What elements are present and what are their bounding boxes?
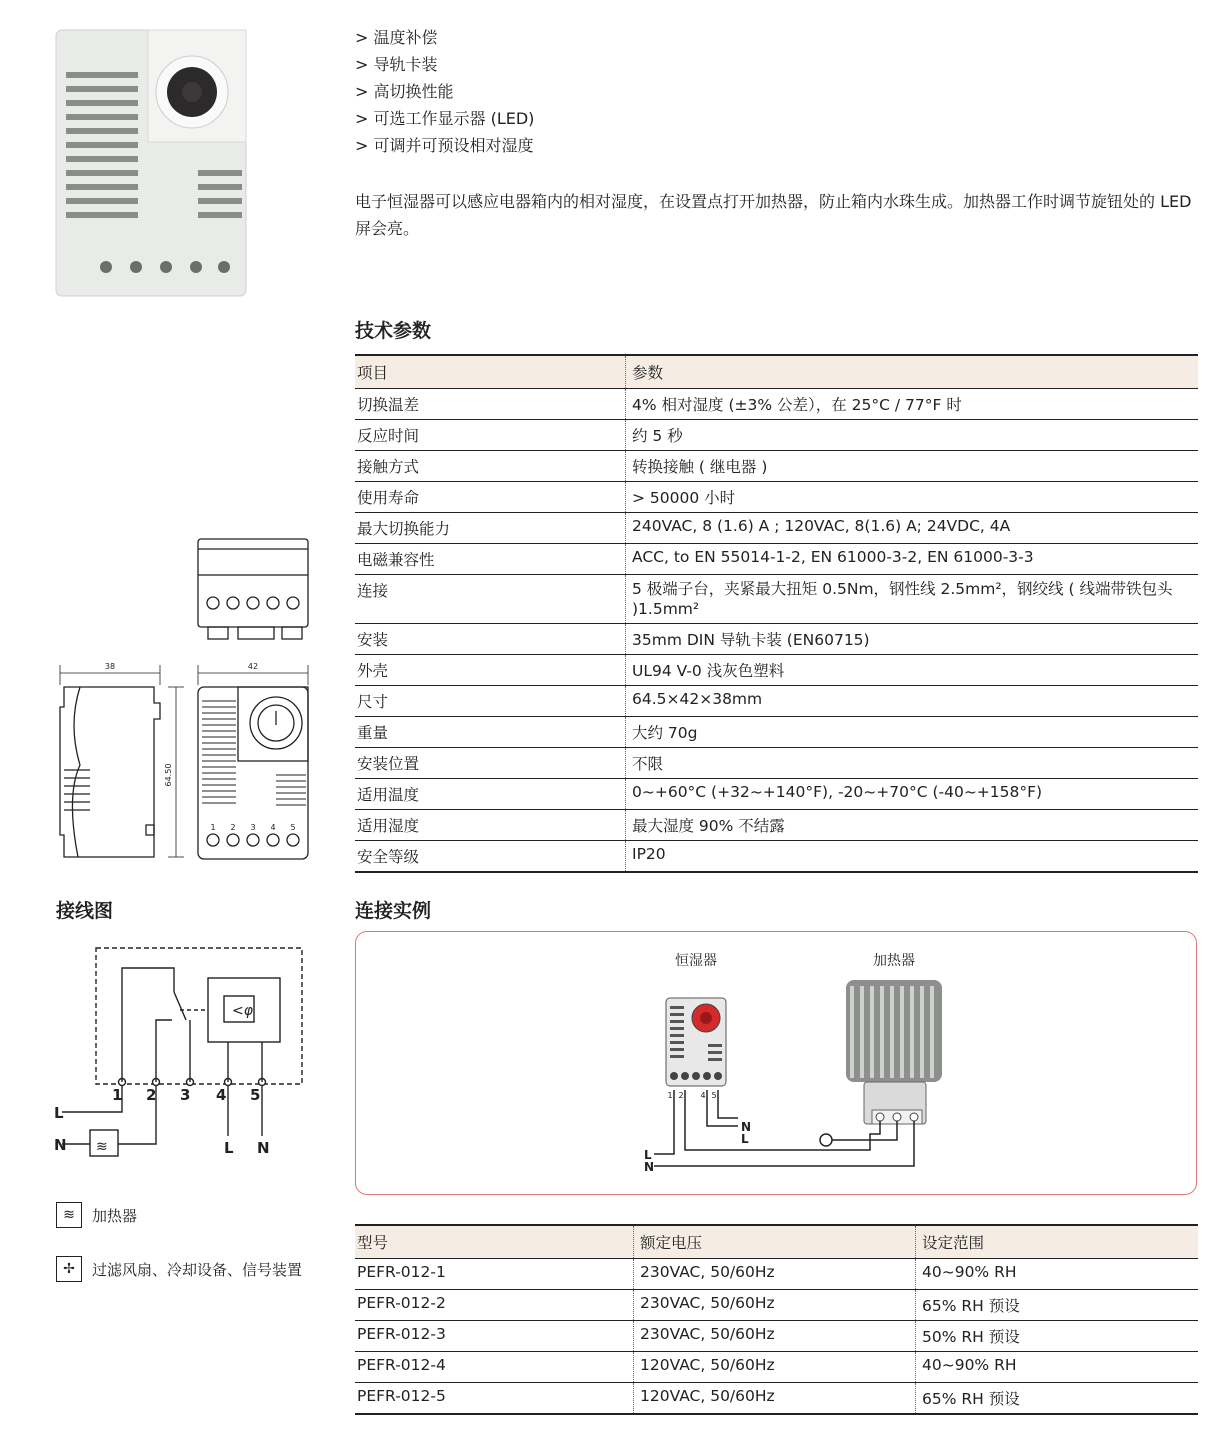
range-cell: 40~90% RH: [916, 1352, 1199, 1383]
range-cell: 65% RH 预设: [916, 1383, 1199, 1415]
terminal-number: 1: [667, 1091, 673, 1100]
feature-item: > 可选工作显示器 (LED): [355, 105, 534, 132]
spec-name: 重量: [355, 717, 626, 748]
column-header: 额定电压: [634, 1225, 916, 1259]
model-cell: PEFR-012-2: [355, 1290, 634, 1321]
spec-table-header: [355, 355, 1198, 389]
wire-label-N: N: [54, 1136, 67, 1154]
table-row: [355, 748, 1198, 779]
voltage-cell: 230VAC, 50/60Hz: [634, 1259, 916, 1290]
example-label-N: N: [741, 1120, 752, 1134]
terminal-number: 1: [112, 1086, 123, 1104]
terminal-number: 2: [146, 1086, 157, 1104]
legend-heater: [56, 1202, 137, 1228]
output-label-N: N: [257, 1139, 270, 1157]
model-cell: PEFR-012-1: [355, 1259, 634, 1290]
table-row: [355, 482, 1198, 513]
example-label-L: L: [741, 1132, 749, 1146]
table-row: [355, 575, 1198, 624]
hygrostat-label: 恒湿器: [675, 953, 717, 969]
terminal-number: 3: [250, 823, 256, 832]
spec-value: 约 5 秒: [626, 420, 1199, 451]
fan-icon: ✢: [56, 1256, 82, 1282]
table-row: [355, 810, 1198, 841]
spec-value: 4% 相对湿度 (±3% 公差），在 25°C / 77°F 时: [626, 389, 1199, 420]
spec-name: 适用温度: [355, 779, 626, 810]
column-header: 型号: [355, 1225, 634, 1259]
spec-value: 240VAC, 8 (1.6) A ; 120VAC, 8(1.6) A; 24VDC, 4A: [626, 513, 1199, 544]
column-header: 参数: [626, 355, 1199, 389]
legend-heater-label: 加热器: [92, 1206, 138, 1225]
product-photo: [52, 24, 252, 299]
feature-item: > 导轨卡装: [355, 51, 534, 78]
spec-name: 安全等级: [355, 841, 626, 873]
terminal-number: 1: [210, 823, 216, 832]
intro-paragraph: 电子恒湿器可以感应电器箱内的相对湿度，在设置点打开加热器，防止箱内水珠生成。加热器工作时调节旋钮处的 LED 屏会亮。: [355, 192, 1192, 238]
spec-value: ACC, to EN 55014-1-2, EN 61000-3-2, EN 61000-3-3: [626, 544, 1199, 575]
spec-value: 最大湿度 90% 不结露: [626, 810, 1199, 841]
table-row: [355, 1259, 1198, 1290]
terminal-number: 4: [700, 1091, 706, 1100]
spec-value: UL94 V-0 浅灰色塑料: [626, 655, 1199, 686]
spec-name: 电磁兼容性: [355, 544, 626, 575]
table-row: [355, 513, 1198, 544]
legend-fan-label: 过滤风扇、冷却设备、信号装置: [92, 1260, 303, 1279]
connection-example-diagram: [360, 940, 1190, 1190]
output-label-L: L: [224, 1139, 234, 1157]
range-cell: 40~90% RH: [916, 1259, 1199, 1290]
terminal-number: 4: [270, 823, 276, 832]
table-row: [355, 1383, 1198, 1415]
spec-name: 安装位置: [355, 748, 626, 779]
spec-name: 使用寿命: [355, 482, 626, 513]
table-row: [355, 389, 1198, 420]
heater-label: 加热器: [873, 953, 915, 969]
table-row: [355, 686, 1198, 717]
spec-name: 外壳: [355, 655, 626, 686]
spec-value: 35mm DIN 导轨卡装 (EN60715): [626, 624, 1199, 655]
voltage-cell: 120VAC, 50/60Hz: [634, 1383, 916, 1415]
spec-name: 连接: [355, 575, 626, 624]
table-row: [355, 544, 1198, 575]
feature-list: [355, 24, 534, 159]
dimension-drawing: [50, 535, 315, 865]
spec-name: 最大切换能力: [355, 513, 626, 544]
svg-text:<φ: <φ: [232, 1003, 253, 1019]
feature-item: > 可调并可预设相对湿度: [355, 132, 534, 159]
table-row: [355, 841, 1198, 873]
side-width-dimension: 38: [104, 662, 116, 671]
spec-name: 适用湿度: [355, 810, 626, 841]
table-row: [355, 1321, 1198, 1352]
spec-value: 5 极端子台，夹紧最大扭矩 0.5Nm，钢性线 2.5mm²，钢绞线 ( 线端带铁包头 )1.5mm²: [626, 575, 1199, 624]
terminal-number: 5: [250, 1086, 261, 1104]
table-row: [355, 655, 1198, 686]
terminal-number: 3: [180, 1086, 191, 1104]
wire-label-L: L: [54, 1104, 64, 1122]
spec-section-title: 技术参数: [355, 320, 432, 342]
spec-value: 不限: [626, 748, 1199, 779]
legend-fan: [56, 1256, 302, 1282]
spec-value: 64.5×42×38mm: [626, 686, 1199, 717]
spec-name: 尺寸: [355, 686, 626, 717]
range-cell: 50% RH 预设: [916, 1321, 1199, 1352]
voltage-cell: 230VAC, 50/60Hz: [634, 1321, 916, 1352]
table-row: [355, 779, 1198, 810]
column-header: 项目: [355, 355, 626, 389]
example-label-L2: L: [644, 1148, 652, 1162]
spec-name: 反应时间: [355, 420, 626, 451]
spec-name: 安装: [355, 624, 626, 655]
spec-name: 切换温差: [355, 389, 626, 420]
spec-table: [355, 354, 1198, 873]
terminal-number: 4: [216, 1086, 227, 1104]
models-table-header: [355, 1225, 1198, 1259]
table-row: [355, 1290, 1198, 1321]
front-width-dimension: 42: [247, 662, 259, 671]
spec-value: > 50000 小时: [626, 482, 1199, 513]
models-table: [355, 1224, 1198, 1415]
table-row: [355, 624, 1198, 655]
spec-name: 接触方式: [355, 451, 626, 482]
feature-item: > 高切换性能: [355, 78, 534, 105]
voltage-cell: 230VAC, 50/60Hz: [634, 1290, 916, 1321]
svg-text:≋: ≋: [96, 1139, 108, 1155]
example-label-N2: N: [644, 1160, 655, 1174]
column-header: 设定范围: [916, 1225, 1199, 1259]
wiring-diagram: [50, 940, 310, 1160]
terminal-number: 2: [678, 1091, 684, 1100]
table-row: [355, 717, 1198, 748]
model-cell: PEFR-012-5: [355, 1383, 634, 1415]
terminal-number: 5: [290, 823, 296, 832]
model-cell: PEFR-012-4: [355, 1352, 634, 1383]
height-dimension: 64.50: [164, 763, 173, 787]
spec-value: 0~+60°C (+32~+140°F), -20~+70°C (-40~+158°F): [626, 779, 1199, 810]
table-row: [355, 451, 1198, 482]
heater-icon: ≋: [56, 1202, 82, 1228]
spec-value: 大约 70g: [626, 717, 1199, 748]
example-section-title: 连接实例: [355, 900, 432, 922]
table-row: [355, 420, 1198, 451]
terminal-number: 2: [230, 823, 236, 832]
feature-item: > 温度补偿: [355, 24, 534, 51]
wiring-section-title: 接线图: [56, 900, 114, 922]
spec-value: IP20: [626, 841, 1199, 873]
range-cell: 65% RH 预设: [916, 1290, 1199, 1321]
spec-value: 转换接触 ( 继电器 ): [626, 451, 1199, 482]
model-cell: PEFR-012-3: [355, 1321, 634, 1352]
table-row: [355, 1352, 1198, 1383]
terminal-number: 5: [711, 1091, 717, 1100]
voltage-cell: 120VAC, 50/60Hz: [634, 1352, 916, 1383]
